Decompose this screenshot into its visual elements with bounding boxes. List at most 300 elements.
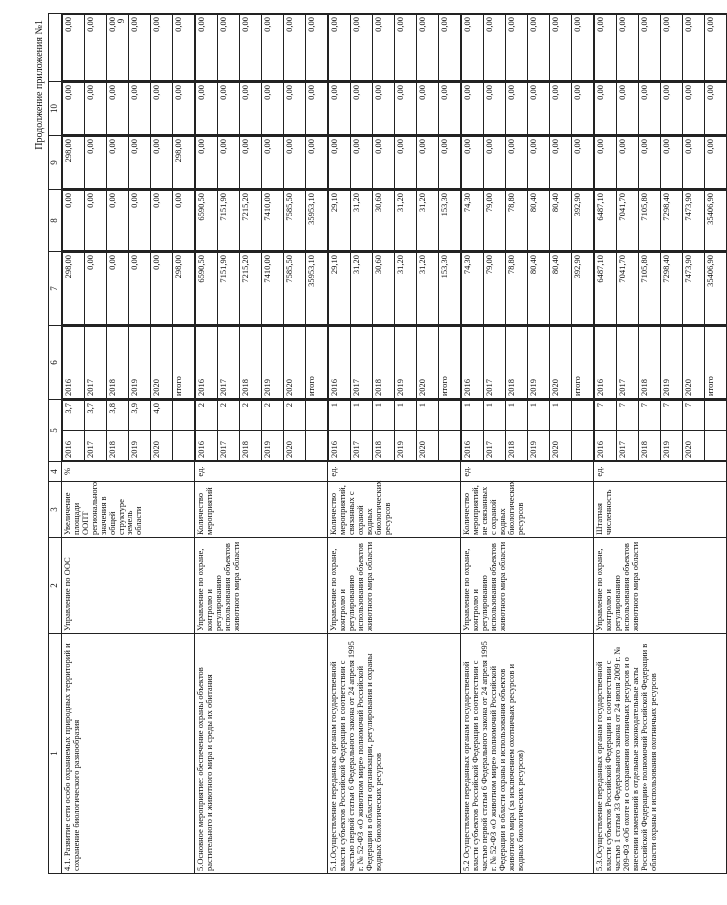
value-cell: 0,00 xyxy=(196,83,218,135)
finance-column-cell xyxy=(594,14,727,82)
finance-column-cell xyxy=(195,82,328,136)
target-values-cell xyxy=(195,400,328,462)
value-cell: 2017 xyxy=(218,327,240,399)
finance-column-cell xyxy=(594,82,727,136)
value-cell: 0,00 xyxy=(306,137,328,189)
value-cell: 0,00 xyxy=(107,137,129,189)
value-cell: 2018 xyxy=(639,431,661,461)
value-cell: 0,00 xyxy=(528,83,550,135)
value-cell: 0,00 xyxy=(329,83,351,135)
value-cell: 0,00 xyxy=(661,137,683,189)
value-cell: 0,00 xyxy=(129,83,151,135)
value-cell: 2017 xyxy=(85,431,107,461)
value-cell: 0,00 xyxy=(462,83,484,135)
value-cell: 0,00 xyxy=(683,15,705,81)
finance-column-cell xyxy=(62,136,195,190)
column-number-row xyxy=(49,14,62,874)
finance-column-cell xyxy=(328,326,461,400)
value-cell: 392,90 xyxy=(572,191,594,251)
value-cell: 0,00 xyxy=(63,191,85,251)
unit-cell: ед. xyxy=(461,462,594,482)
value-cell: 0,00 xyxy=(462,137,484,189)
value-cell: 0,00 xyxy=(63,83,85,135)
value-cell: 7105,80 xyxy=(639,253,661,325)
value-cell: 0,00 xyxy=(151,83,173,135)
value-cell: 0,00 xyxy=(151,253,173,325)
value-cell: 0,00 xyxy=(196,15,218,81)
value-cell: 0,00 xyxy=(306,83,328,135)
unit-cell: % xyxy=(62,462,195,482)
value-cell: 7298,40 xyxy=(661,191,683,251)
finance-column-cell xyxy=(195,326,328,400)
value-cell xyxy=(439,401,461,431)
value-cell: 80,40 xyxy=(528,191,550,251)
value-cell: 0,00 xyxy=(306,15,328,81)
target-values-cell xyxy=(328,400,461,462)
value-cell: 2018 xyxy=(107,327,129,399)
col-header: 4 xyxy=(49,462,62,482)
value-cell: 29,10 xyxy=(329,191,351,251)
value-cell: 0,00 xyxy=(683,137,705,189)
activity-name-cell: 5.2 Осуществление переданных органам государственной власти субъектов Российской Федерации в соответствии с частью первой статьи 6 Федерального закона от 24 апреля 1995 г. № 52-ФЗ «О животном мире» полномочий Российской Федерации в области охраны и использования объектов животного мира (за исключением охотничьих ресурсов и водных биологических ресурсов) xyxy=(461,634,594,874)
value-cell: 1 xyxy=(550,401,572,431)
finance-column-cell xyxy=(62,252,195,326)
value-cell: 0,00 xyxy=(439,83,461,135)
unit-cell: ед. xyxy=(195,462,328,482)
value-cell: 1 xyxy=(484,401,506,431)
value-cell: 78,80 xyxy=(506,191,528,251)
indicator-cell: Количество мероприятий, не связанных с охраной водных биологических ресурсов xyxy=(461,482,594,538)
value-cell: 74,30 xyxy=(462,191,484,251)
value-cell: 0,00 xyxy=(484,137,506,189)
finance-column-cell xyxy=(328,14,461,82)
value-cell: 0,00 xyxy=(329,137,351,189)
value-cell: 2020 xyxy=(683,327,705,399)
unit-cell: ед. xyxy=(328,462,461,482)
value-cell: 2019 xyxy=(661,431,683,461)
value-cell: 2017 xyxy=(218,431,240,461)
value-cell: 298,00 xyxy=(63,253,85,325)
table-row xyxy=(195,14,328,874)
finance-column-cell xyxy=(328,252,461,326)
value-cell: 0,00 xyxy=(373,15,395,81)
value-cell: 2 xyxy=(284,401,306,431)
value-cell: 0,00 xyxy=(262,15,284,81)
value-cell: 2020 xyxy=(284,327,306,399)
indicator-cell: Количество мероприятий, связанных с охраной водных биологических ресурсов xyxy=(328,482,461,538)
value-cell: 2016 xyxy=(63,431,85,461)
col-header: 6 xyxy=(49,326,62,400)
value-cell: 0,00 xyxy=(173,83,195,135)
value-cell: 2020 xyxy=(151,327,173,399)
value-cell: 7151,90 xyxy=(218,253,240,325)
value-cell: 0,00 xyxy=(85,253,107,325)
value-cell: 29,10 xyxy=(329,253,351,325)
value-cell: 2016 xyxy=(196,431,218,461)
value-cell: итого xyxy=(572,327,594,399)
activity-name-cell: 5.Основное мероприятие: обеспечение охраны объектов растительного и животного мира и среды их обитания xyxy=(195,634,328,874)
finance-column-cell xyxy=(594,252,727,326)
finance-column-cell xyxy=(461,14,594,82)
value-cell: 153,30 xyxy=(439,191,461,251)
finance-column-cell xyxy=(62,190,195,252)
executor-cell: Управление по охране, контролю и регулированию использования объектов животного мира области xyxy=(594,538,727,634)
value-cell: 0,00 xyxy=(661,15,683,81)
value-cell: 2018 xyxy=(240,431,262,461)
value-cell: 2019 xyxy=(262,431,284,461)
value-cell: 35953,10 xyxy=(306,191,328,251)
value-cell: 35953,10 xyxy=(306,253,328,325)
value-cell: 0,00 xyxy=(528,137,550,189)
value-cell: 0,00 xyxy=(240,83,262,135)
value-cell: 0,00 xyxy=(484,83,506,135)
value-cell: 2019 xyxy=(129,327,151,399)
activity-name-cell: 5.3.Осуществление переданных органам государственной власти субъектов Российской Федерации в соответствии с частью 1 статьи 33 Федерального закона от 24 июля 2009 г. № 209-ФЗ «Об охоте и о сохранении охотничьих ресурсов и о внесении изменений в отдельные законодательные акты Российской Федерации» полномочий Российской Федерации в области охраны и использования охотничьих ресурсов xyxy=(594,634,727,874)
value-cell: 6487,10 xyxy=(595,253,617,325)
finance-column-cell xyxy=(328,136,461,190)
value-cell: 2 xyxy=(240,401,262,431)
value-cell: 0,00 xyxy=(373,83,395,135)
finance-column-cell xyxy=(461,252,594,326)
value-cell: 7215,20 xyxy=(240,253,262,325)
value-cell: 0,00 xyxy=(705,15,727,81)
value-cell: 0,00 xyxy=(506,137,528,189)
value-cell: 31,20 xyxy=(395,253,417,325)
target-values-cell xyxy=(62,400,195,462)
value-cell: 0,00 xyxy=(595,137,617,189)
value-cell: 78,80 xyxy=(506,253,528,325)
executor-cell: Управление по ООС xyxy=(62,538,195,634)
activity-name-cell: 5.1.Осуществление переданных органам государственной власти субъектов Российской Федерации в соответствии с частью первой статьи 6 Федерального закона от 24 апреля 1995 г. № 52-ФЗ «О животном мире» полномочий Российской Федерации в области организации, регулирования и охраны водных биологических ресурсов xyxy=(328,634,461,874)
value-cell: 0,00 xyxy=(484,15,506,81)
finance-column-cell xyxy=(594,136,727,190)
value-cell: 35406,90 xyxy=(705,253,727,325)
value-cell: 30,60 xyxy=(373,191,395,251)
value-cell: 0,00 xyxy=(85,137,107,189)
value-cell: 0,00 xyxy=(151,191,173,251)
value-cell: 0,00 xyxy=(129,253,151,325)
value-cell: 0,00 xyxy=(85,83,107,135)
col-header: 5 xyxy=(49,400,62,462)
value-cell: 1 xyxy=(506,401,528,431)
finance-column-cell xyxy=(62,82,195,136)
value-cell: 1 xyxy=(329,401,351,431)
value-cell: 7585,50 xyxy=(284,191,306,251)
value-cell: 0,00 xyxy=(107,191,129,251)
value-cell: 7298,40 xyxy=(661,253,683,325)
indicator-cell: Увеличение площади ООПТ регионального значения в общей структуре земель области xyxy=(62,482,195,538)
finance-column-cell xyxy=(195,14,328,82)
value-cell: 2020 xyxy=(550,431,572,461)
value-cell: 0,00 xyxy=(550,137,572,189)
value-cell: 3,7 xyxy=(63,401,85,431)
value-cell: 0,00 xyxy=(683,83,705,135)
value-cell: 7585,50 xyxy=(284,253,306,325)
value-cell: 298,00 xyxy=(63,137,85,189)
value-cell: 2 xyxy=(262,401,284,431)
value-cell: 0,00 xyxy=(107,83,129,135)
value-cell: 1 xyxy=(417,401,439,431)
value-cell: 0,00 xyxy=(129,137,151,189)
value-cell: 0,00 xyxy=(107,15,129,81)
value-cell: 7 xyxy=(639,401,661,431)
value-cell xyxy=(572,431,594,461)
value-cell: 30,60 xyxy=(373,253,395,325)
value-cell: 1 xyxy=(462,401,484,431)
value-cell: 2018 xyxy=(373,431,395,461)
value-cell: 7 xyxy=(683,401,705,431)
value-cell: 0,00 xyxy=(240,137,262,189)
value-cell: 1 xyxy=(373,401,395,431)
value-cell: 0,00 xyxy=(550,15,572,81)
finance-column-cell xyxy=(461,136,594,190)
value-cell: 0,00 xyxy=(351,137,373,189)
value-cell xyxy=(173,431,195,461)
value-cell: 4,0 xyxy=(151,401,173,431)
value-cell: 0,00 xyxy=(595,83,617,135)
value-cell: 7151,90 xyxy=(218,191,240,251)
value-cell: 298,00 xyxy=(173,253,195,325)
value-cell: 0,00 xyxy=(572,15,594,81)
value-cell: 0,00 xyxy=(550,83,572,135)
value-cell: 0,00 xyxy=(395,83,417,135)
value-cell: 7 xyxy=(595,401,617,431)
value-cell: 0,00 xyxy=(506,15,528,81)
value-cell: 0,00 xyxy=(417,83,439,135)
indicator-cell: Количество мероприятий xyxy=(195,482,328,538)
value-cell: 153,30 xyxy=(439,253,461,325)
value-cell: 3,8 xyxy=(107,401,129,431)
value-cell xyxy=(572,401,594,431)
value-cell: 0,00 xyxy=(85,191,107,251)
value-cell: 2018 xyxy=(373,327,395,399)
target-values-cell xyxy=(594,400,727,462)
value-cell: 2019 xyxy=(528,327,550,399)
finance-column-cell xyxy=(594,326,727,400)
rotated-table-page xyxy=(34,14,715,874)
value-cell: 2018 xyxy=(240,327,262,399)
indicator-cell: Штатная численность xyxy=(594,482,727,538)
value-cell: 0,00 xyxy=(395,15,417,81)
value-cell: 2018 xyxy=(639,327,661,399)
finance-column-cell xyxy=(62,326,195,400)
value-cell: 0,00 xyxy=(373,137,395,189)
finance-column-cell xyxy=(195,252,328,326)
value-cell: 0,00 xyxy=(151,137,173,189)
value-cell: 0,00 xyxy=(85,15,107,81)
continuation-note: Продолжение приложения №1 xyxy=(34,20,45,150)
finance-column-cell xyxy=(195,136,328,190)
value-cell: 0,00 xyxy=(595,15,617,81)
target-values-cell xyxy=(461,400,594,462)
finance-column-cell xyxy=(594,190,727,252)
value-cell: 7410,00 xyxy=(262,253,284,325)
value-cell: 2020 xyxy=(284,431,306,461)
value-cell: 0,00 xyxy=(284,83,306,135)
value-cell: 80,40 xyxy=(550,191,572,251)
value-cell xyxy=(705,401,727,431)
value-cell xyxy=(439,431,461,461)
value-cell: 2018 xyxy=(506,431,528,461)
value-cell: 79,00 xyxy=(484,253,506,325)
value-cell: 2018 xyxy=(506,327,528,399)
value-cell: 0,00 xyxy=(196,137,218,189)
col-header xyxy=(49,14,62,82)
value-cell: 2020 xyxy=(683,431,705,461)
value-cell: 2016 xyxy=(329,327,351,399)
col-header: 7 xyxy=(49,252,62,326)
value-cell: 2019 xyxy=(262,327,284,399)
value-cell: 0,00 xyxy=(572,83,594,135)
value-cell: 1 xyxy=(395,401,417,431)
value-cell: 0,00 xyxy=(240,15,262,81)
value-cell: 74,30 xyxy=(462,253,484,325)
value-cell: 7105,80 xyxy=(639,191,661,251)
col-header: 10 xyxy=(49,82,62,136)
value-cell: 0,00 xyxy=(639,83,661,135)
value-cell: 0,00 xyxy=(218,15,240,81)
value-cell: 2016 xyxy=(196,327,218,399)
value-cell: 6590,50 xyxy=(196,253,218,325)
value-cell: 2016 xyxy=(462,431,484,461)
value-cell: 1 xyxy=(528,401,550,431)
value-cell: итого xyxy=(173,327,195,399)
value-cell: 0,00 xyxy=(617,137,639,189)
value-cell: 2017 xyxy=(351,327,373,399)
value-cell: 3,9 xyxy=(129,401,151,431)
executor-cell: Управление по охране, контролю и регулированию использования объектов животного мира области xyxy=(461,538,594,634)
value-cell: 0,00 xyxy=(439,15,461,81)
value-cell: 0,00 xyxy=(173,191,195,251)
finance-column-cell xyxy=(461,190,594,252)
value-cell: 2018 xyxy=(107,431,129,461)
value-cell: 3,7 xyxy=(85,401,107,431)
value-cell: 392,90 xyxy=(572,253,594,325)
value-cell: 298,00 xyxy=(173,137,195,189)
table-row xyxy=(328,14,461,874)
value-cell xyxy=(173,401,195,431)
col-header: 1 xyxy=(49,634,62,874)
value-cell: 0,00 xyxy=(284,137,306,189)
value-cell: 0,00 xyxy=(129,191,151,251)
value-cell: 7041,70 xyxy=(617,253,639,325)
value-cell: 0,00 xyxy=(705,137,727,189)
col-header: 8 xyxy=(49,190,62,252)
value-cell: 0,00 xyxy=(218,137,240,189)
value-cell: 0,00 xyxy=(462,15,484,81)
value-cell: 7 xyxy=(661,401,683,431)
value-cell: 0,00 xyxy=(262,83,284,135)
value-cell: 7041,70 xyxy=(617,191,639,251)
value-cell: итого xyxy=(306,327,328,399)
value-cell: 2019 xyxy=(395,431,417,461)
value-cell: 31,20 xyxy=(417,253,439,325)
value-cell: 2017 xyxy=(85,327,107,399)
finance-column-cell xyxy=(461,326,594,400)
executor-cell: Управление по охране, контролю и регулированию использования объектов животного мира области xyxy=(195,538,328,634)
activity-name-cell: 4.1. Развитие сети особо охраняемых природных территорий и сохранение биологического разнообразия xyxy=(62,634,195,874)
finance-column-cell xyxy=(195,190,328,252)
col-header: 2 xyxy=(49,538,62,634)
value-cell: 0,00 xyxy=(617,15,639,81)
value-cell: 31,20 xyxy=(395,191,417,251)
value-cell: 0,00 xyxy=(639,15,661,81)
value-cell: 0,00 xyxy=(417,15,439,81)
value-cell: 7473,90 xyxy=(683,191,705,251)
value-cell: 2016 xyxy=(595,431,617,461)
value-cell: 6487,10 xyxy=(595,191,617,251)
value-cell: 31,20 xyxy=(417,191,439,251)
executor-cell: Управление по охране, контролю и регулированию использования объектов животного мира области xyxy=(328,538,461,634)
value-cell: итого xyxy=(439,327,461,399)
value-cell: 0,00 xyxy=(417,137,439,189)
col-header: 3 xyxy=(49,482,62,538)
program-table xyxy=(48,13,727,874)
value-cell: 2016 xyxy=(462,327,484,399)
value-cell: 2016 xyxy=(595,327,617,399)
value-cell: 31,20 xyxy=(351,253,373,325)
value-cell: 0,00 xyxy=(506,83,528,135)
value-cell: 0,00 xyxy=(151,15,173,81)
value-cell: 2016 xyxy=(329,431,351,461)
value-cell: 31,20 xyxy=(351,191,373,251)
value-cell: 2019 xyxy=(129,431,151,461)
value-cell: 7410,00 xyxy=(262,191,284,251)
finance-column-cell xyxy=(461,82,594,136)
value-cell: 2017 xyxy=(484,327,506,399)
value-cell: 2020 xyxy=(550,327,572,399)
value-cell: 0,00 xyxy=(107,253,129,325)
value-cell: 7 xyxy=(617,401,639,431)
finance-column-cell xyxy=(328,190,461,252)
value-cell: 0,00 xyxy=(351,83,373,135)
value-cell: 0,00 xyxy=(528,15,550,81)
value-cell: 2017 xyxy=(484,431,506,461)
table-row xyxy=(594,14,727,874)
value-cell: 0,00 xyxy=(705,83,727,135)
value-cell: 2017 xyxy=(617,327,639,399)
value-cell: 1 xyxy=(351,401,373,431)
value-cell: 2 xyxy=(218,401,240,431)
value-cell: 2020 xyxy=(417,431,439,461)
value-cell: 0,00 xyxy=(262,137,284,189)
value-cell xyxy=(306,431,328,461)
value-cell: 0,00 xyxy=(218,83,240,135)
value-cell: 0,00 xyxy=(129,15,151,81)
table-row xyxy=(461,14,594,874)
value-cell: 2 xyxy=(196,401,218,431)
value-cell: 0,00 xyxy=(439,137,461,189)
value-cell xyxy=(306,401,328,431)
table-row xyxy=(62,14,195,874)
value-cell: 0,00 xyxy=(661,83,683,135)
value-cell: 0,00 xyxy=(351,15,373,81)
value-cell: 2020 xyxy=(417,327,439,399)
value-cell: 2019 xyxy=(661,327,683,399)
value-cell: 7473,90 xyxy=(683,253,705,325)
value-cell: 2019 xyxy=(395,327,417,399)
value-cell: 0,00 xyxy=(284,15,306,81)
value-cell: 79,00 xyxy=(484,191,506,251)
value-cell xyxy=(705,431,727,461)
value-cell: 0,00 xyxy=(173,15,195,81)
value-cell: итого xyxy=(705,327,727,399)
finance-column-cell xyxy=(62,14,195,82)
value-cell: 80,40 xyxy=(550,253,572,325)
value-cell: 2017 xyxy=(617,431,639,461)
col-header: 9 xyxy=(49,136,62,190)
value-cell: 0,00 xyxy=(329,15,351,81)
